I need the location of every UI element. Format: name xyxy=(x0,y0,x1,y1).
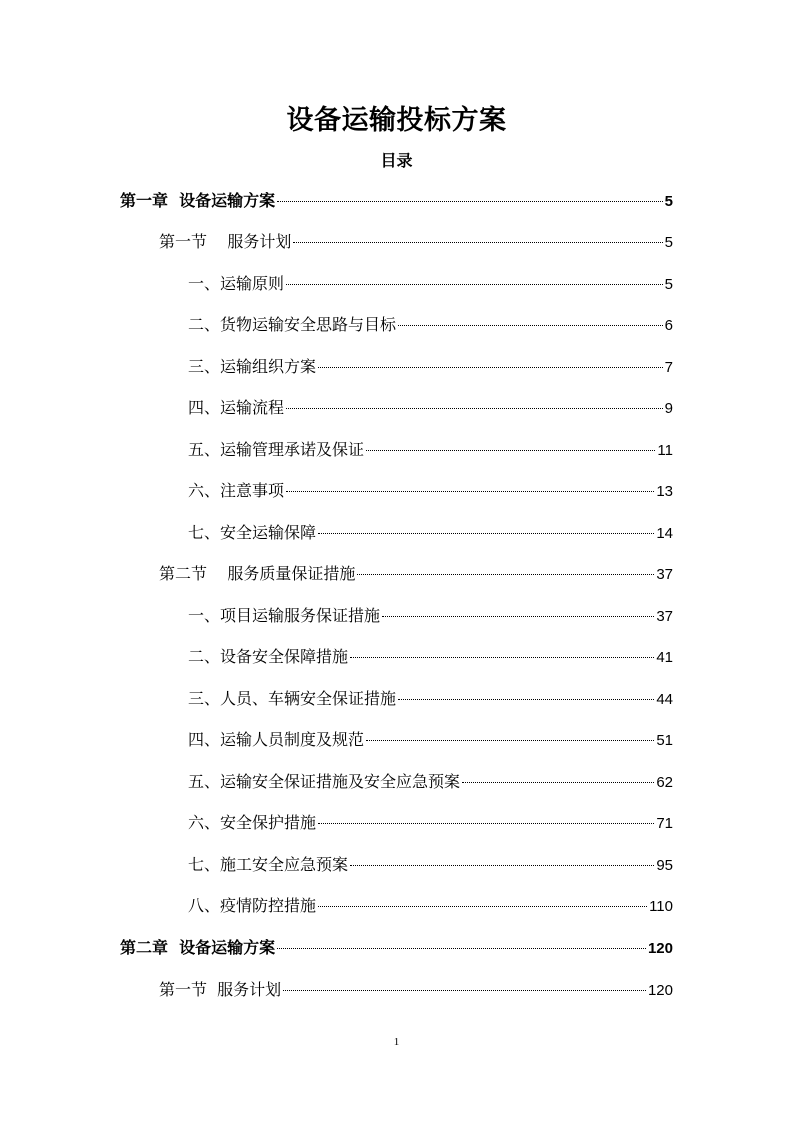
toc-entry-page: 37 xyxy=(656,566,673,583)
toc-entry-page: 120 xyxy=(647,940,673,957)
toc-entry-label: 五、运输管理承诺及保证 xyxy=(188,440,365,459)
toc-entry[interactable] xyxy=(188,349,673,385)
toc-entry-page: 120 xyxy=(647,982,673,999)
toc-entry-label: 五、运输安全保证措施及安全应急预案 xyxy=(188,772,461,791)
toc-entry-page: 37 xyxy=(656,608,673,625)
toc-entry[interactable] xyxy=(188,805,673,841)
toc-entry[interactable] xyxy=(120,183,673,219)
toc-entry[interactable] xyxy=(188,847,673,883)
toc-entry-page: 14 xyxy=(656,525,673,542)
toc-entry[interactable] xyxy=(188,639,673,675)
dot-leader xyxy=(277,201,663,202)
toc-entry-page: 110 xyxy=(649,898,673,915)
toc-entry[interactable] xyxy=(159,972,673,1008)
toc-entry-label: 二、设备安全保障措施 xyxy=(188,647,349,666)
dot-leader xyxy=(357,574,654,575)
toc-entry[interactable] xyxy=(188,307,673,343)
dot-leader xyxy=(286,284,663,285)
page-number: 1 xyxy=(393,1036,400,1048)
dot-leader xyxy=(293,242,662,243)
dot-leader xyxy=(286,408,663,409)
toc-entry[interactable] xyxy=(188,598,673,634)
toc-entry[interactable] xyxy=(188,266,673,302)
toc-entry[interactable] xyxy=(188,722,673,758)
dot-leader xyxy=(366,740,654,741)
toc-entry-page: 6 xyxy=(664,317,673,334)
toc-entry[interactable] xyxy=(120,930,673,966)
toc-entry-label: 七、施工安全应急预案 xyxy=(188,855,349,874)
dot-leader xyxy=(318,367,663,368)
toc-entry[interactable] xyxy=(188,390,673,426)
dot-leader xyxy=(283,990,646,991)
toc-entry-page: 51 xyxy=(656,732,673,749)
toc-entry[interactable] xyxy=(188,888,673,924)
toc-entry[interactable] xyxy=(188,681,673,717)
toc-entry-label: 八、疫情防控措施 xyxy=(188,896,317,915)
dot-leader xyxy=(382,616,654,617)
toc-entry-label: 六、安全保护措施 xyxy=(188,813,317,832)
toc-entry[interactable] xyxy=(188,764,673,800)
toc-entry-page: 11 xyxy=(657,442,673,459)
toc-entry-label: 七、安全运输保障 xyxy=(188,523,317,542)
toc-entry-label: 四、运输人员制度及规范 xyxy=(188,730,365,749)
dot-leader xyxy=(398,325,663,326)
toc-entry[interactable] xyxy=(188,432,673,468)
toc-entry-label: 第一节 服务计划 xyxy=(159,980,282,999)
dot-leader xyxy=(350,657,654,658)
toc-entry-page: 71 xyxy=(656,815,673,832)
toc-entry-page: 41 xyxy=(656,649,673,666)
toc-entry-label: 第一节 服务计划 xyxy=(159,232,292,251)
dot-leader xyxy=(366,450,655,451)
dot-leader xyxy=(318,823,654,824)
toc-entry-label: 第二章 设备运输方案 xyxy=(120,938,276,957)
dot-leader xyxy=(398,699,654,700)
toc-entry-page: 44 xyxy=(656,691,673,708)
toc-entry-label: 一、项目运输服务保证措施 xyxy=(188,606,381,625)
dot-leader xyxy=(318,906,647,907)
toc-entry-page: 7 xyxy=(664,359,673,376)
toc-heading: 目录 xyxy=(380,151,413,170)
toc-entry-page: 5 xyxy=(664,276,673,293)
dot-leader xyxy=(286,491,654,492)
toc-entry-label: 第一章 设备运输方案 xyxy=(120,191,276,210)
toc-entry-page: 62 xyxy=(656,774,673,791)
toc-entry-label: 三、运输组织方案 xyxy=(188,357,317,376)
dot-leader xyxy=(277,948,646,949)
toc-entry-label: 二、货物运输安全思路与目标 xyxy=(188,315,397,334)
toc-entry-page: 95 xyxy=(656,857,673,874)
toc-entry[interactable] xyxy=(188,515,673,551)
toc-entry[interactable] xyxy=(159,556,673,592)
toc-entry-label: 第二节 服务质量保证措施 xyxy=(159,564,356,583)
toc-entry-label: 六、注意事项 xyxy=(188,481,285,500)
document-title: 设备运输投标方案 xyxy=(286,105,507,136)
toc-entry-label: 四、运输流程 xyxy=(188,398,285,417)
toc-entry-page: 5 xyxy=(664,193,673,210)
toc-entry-label: 三、人员、车辆安全保证措施 xyxy=(188,689,397,708)
toc-entry[interactable] xyxy=(188,473,673,509)
dot-leader xyxy=(462,782,654,783)
toc-entry-page: 13 xyxy=(656,483,673,500)
dot-leader xyxy=(318,533,654,534)
toc-entry-page: 5 xyxy=(664,234,673,251)
toc-entry-label: 一、运输原则 xyxy=(188,274,285,293)
toc-entry-page: 9 xyxy=(664,400,673,417)
dot-leader xyxy=(350,865,654,866)
toc-entry[interactable] xyxy=(159,224,673,260)
